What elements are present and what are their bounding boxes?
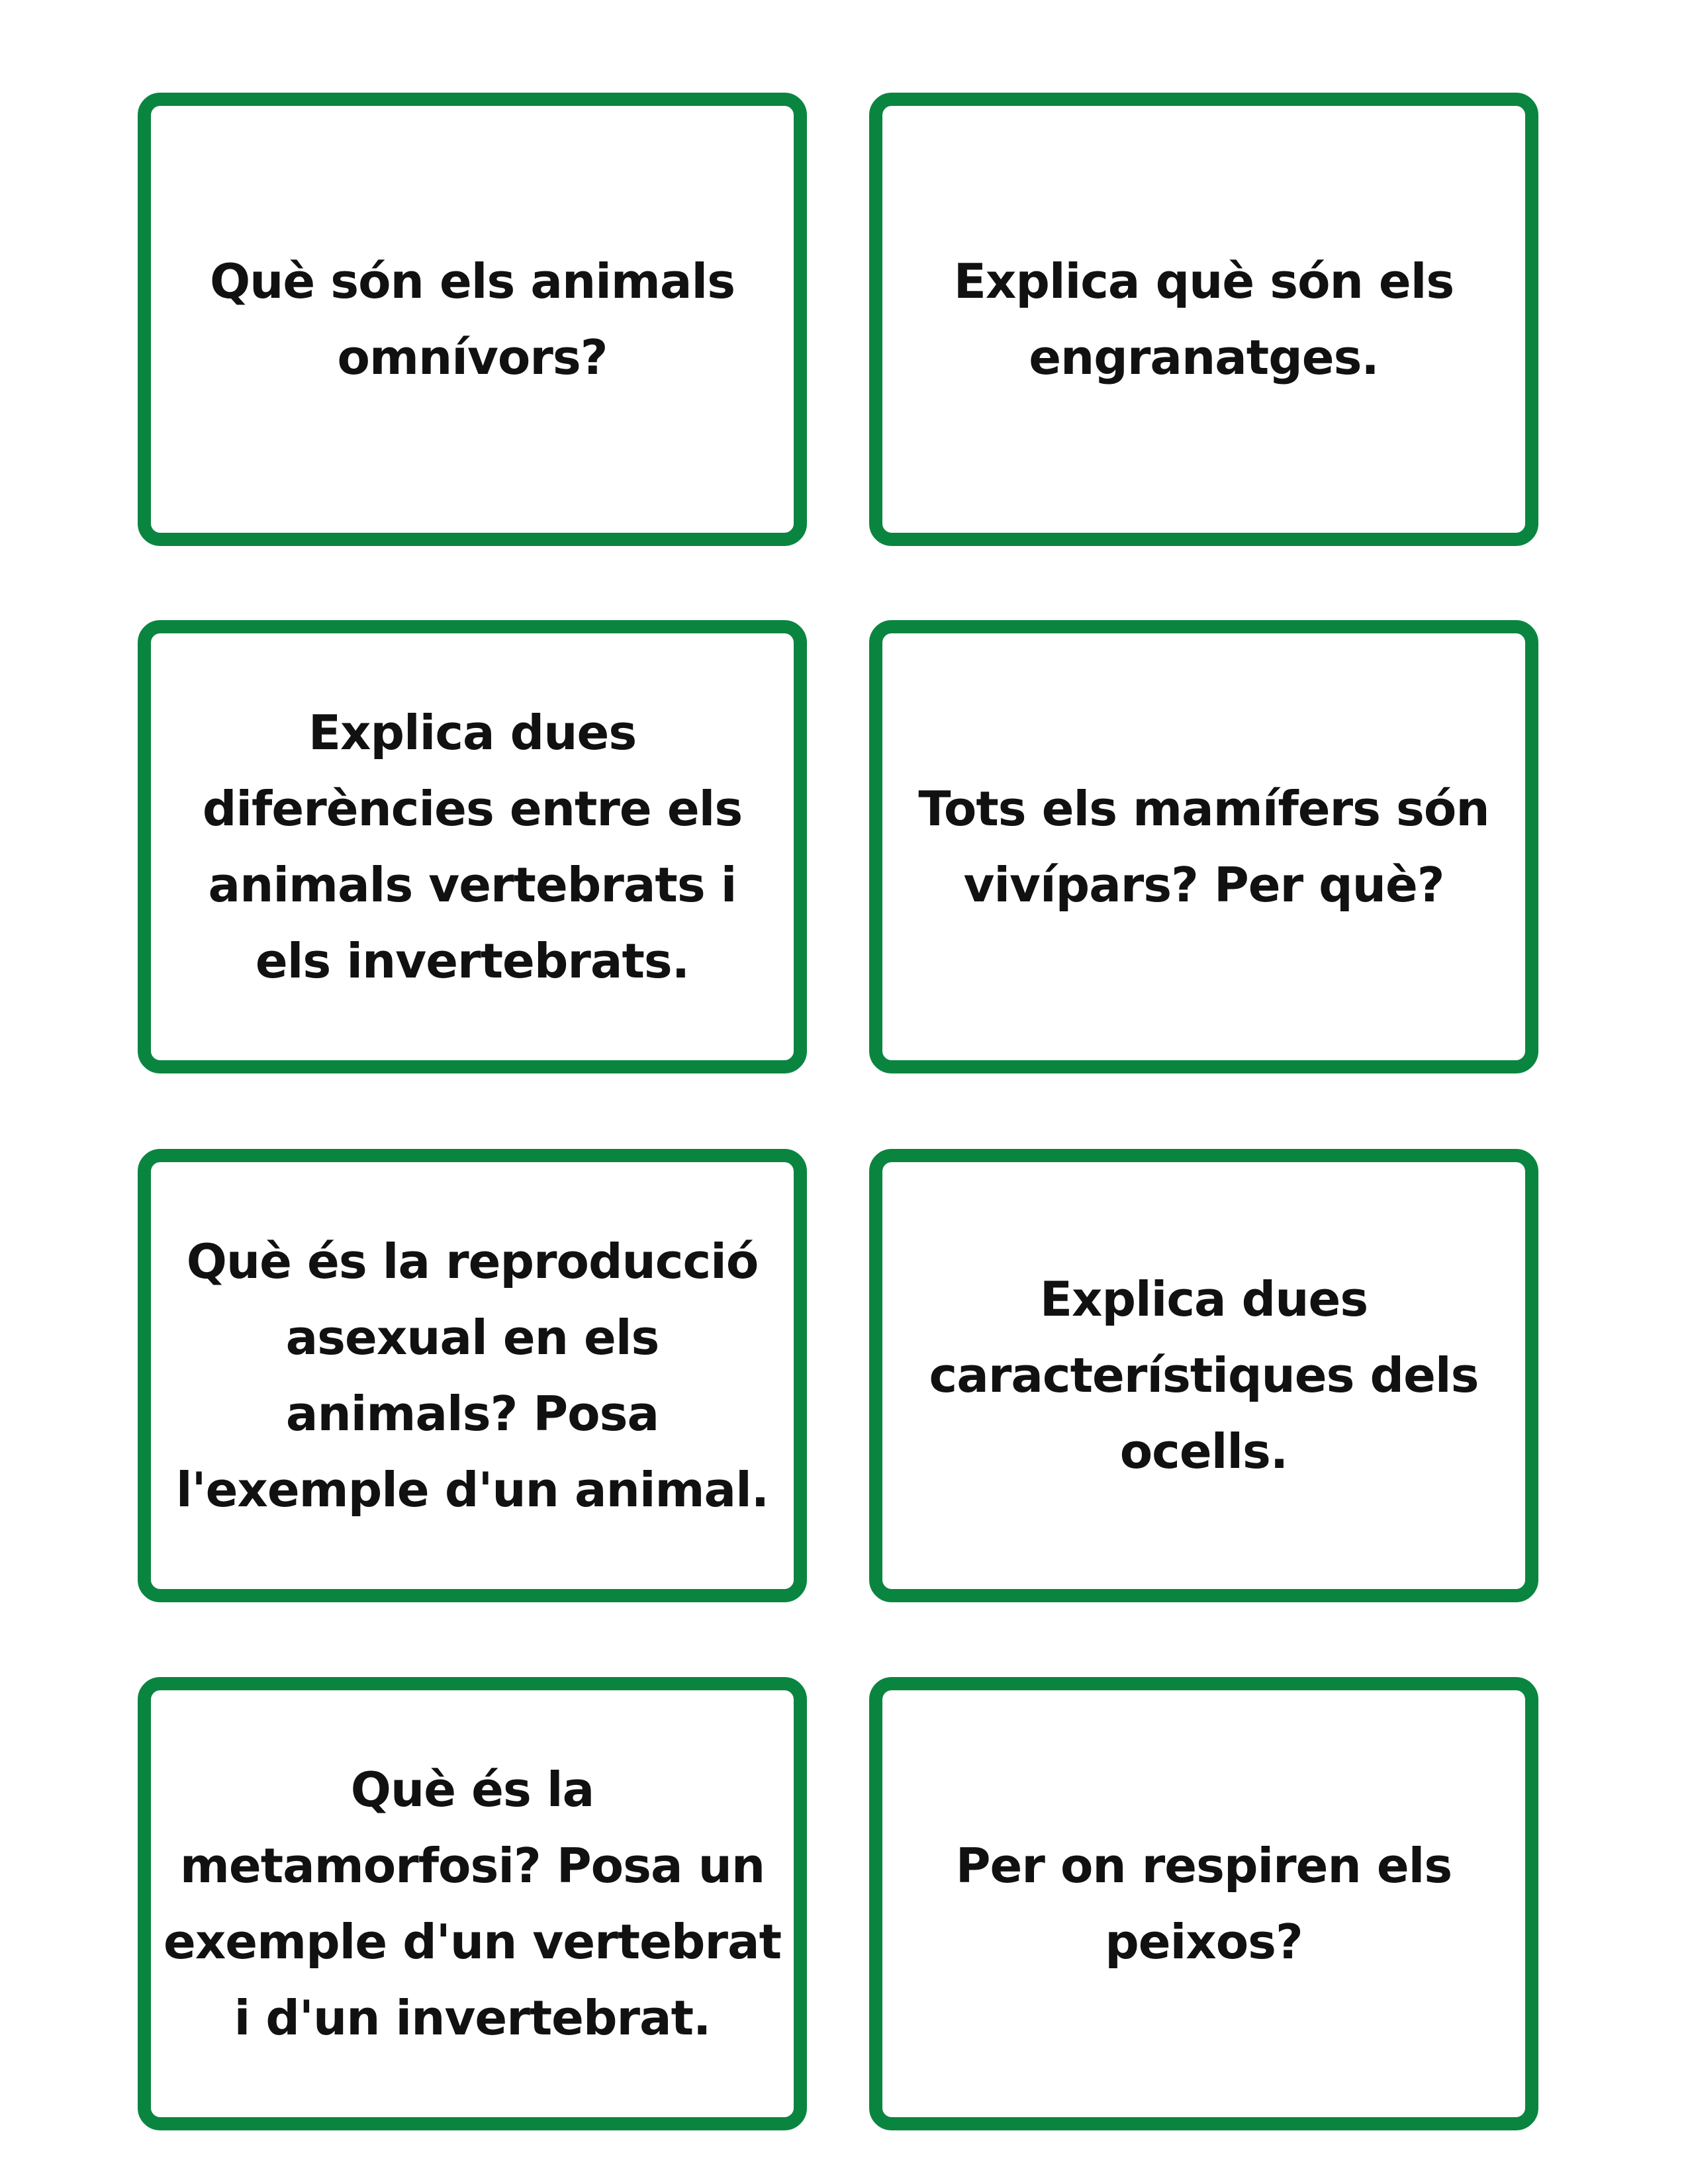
question-text: Per on respiren els peixos? [955,1837,1452,1970]
question-text: Explica què són els engranatges. [953,253,1454,385]
question-card-5 [138,1149,807,1602]
question-card-8 [869,1677,1538,2130]
question-text: Tots els mamífers són vivípars? Per què? [918,780,1489,913]
question-card-6 [869,1149,1538,1602]
question-text: Què és la metamorfosi? Posa un exemple d'un vertebrat i d'un invertebrat. [164,1761,781,2046]
question-card-3 [138,620,807,1073]
question-text: Què són els animals omnívors? [209,253,735,385]
question-text: Explica dues diferències entre els animals vertebrats i els invertebrats. [202,704,743,989]
question-card-1 [138,93,807,546]
question-card-7 [138,1677,807,2130]
question-text: Què és la reproducció asexual en els animals? Posa l'exemple d'un animal. [175,1233,769,1518]
question-card-4 [869,620,1538,1073]
question-card-2 [869,93,1538,546]
question-text: Explica dues característiques dels ocells. [929,1271,1479,1479]
